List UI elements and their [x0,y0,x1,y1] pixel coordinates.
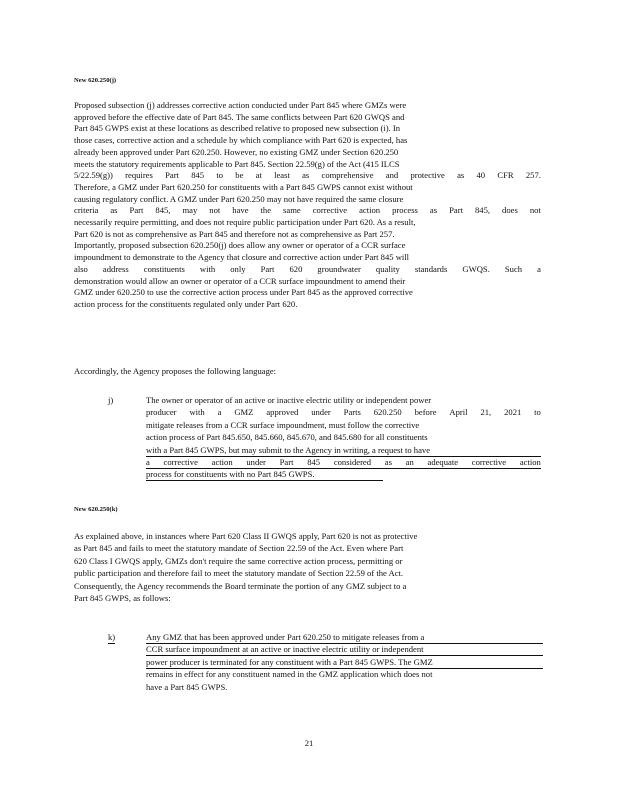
text-line: Any GMZ that has been approved under Part 620.250 to mitigate releases from a [146,632,543,644]
section-heading-k: New 620.250(k) [74,506,118,513]
word: producer [146,407,177,418]
text-line: meets the statutory requirements applicable to Part 845. Section 22.59(g) of the Act (415 ILCS [74,158,400,169]
word: protective [410,170,445,181]
word: does [502,205,518,216]
word: CFR [497,170,514,181]
word: the [260,205,272,216]
word: quality [375,263,400,274]
word: at [255,170,262,181]
word: and [385,170,399,181]
text-line: Therefore, a GMZ under Part 620.250 for constituents with a Part 845 GWPS cannot exist without [74,181,413,192]
text-line: have a Part 845 GWPS. [146,681,228,692]
text-line [146,457,541,469]
paragraph-2: Accordingly, the Agency proposes the following language: [74,366,277,376]
text-line: Proposed subsection (j) addresses corrective action conducted under Part 845 where GMZs were [74,100,407,110]
word: address [102,263,129,274]
text-line: mitigate releases from a CCR surface impoundment, must follow the corrective [146,419,420,430]
word: process [392,205,418,216]
word: under [311,407,331,418]
text-line: action process for the constituents regulated only under Part 620. [74,298,298,309]
word: GWQS. [462,263,490,274]
word: an [405,457,414,467]
text-line: already been approved under Part 620.250. However, no existing GMZ under Section 620.250 [74,146,399,157]
word: action [359,205,381,216]
text-line: causing regulatory conflict. A GMZ under Part 620.250 may not have required the same closure [74,193,404,204]
word: 257. [525,170,541,181]
text-line: those cases, corrective action and a schedule by which compliance with Part 620 is expected, has [74,135,408,146]
word: Part [449,205,463,216]
text-line: approved before the effective date of Part 845. The same conflicts between Part 620 GWQS and [74,111,405,122]
word: have [232,205,249,216]
text-line [74,264,541,275]
word: adequate [427,457,459,467]
word: to [216,170,224,181]
word: Part [279,457,294,467]
word: 40 [476,170,486,181]
text-line: 620 Class I GWQS apply, GMZs don't require the same corrective action process, permitting or [74,555,403,566]
word: not [529,205,541,216]
word: comprehensive [321,170,374,181]
word: Part [165,170,179,181]
word: Part [260,263,275,274]
word: constituents [143,263,185,274]
word: as [457,170,465,181]
word: considered [333,457,372,467]
text-line [74,205,541,216]
word: only [230,263,246,274]
item-k-label: k) [108,632,116,642]
word: Such [504,263,523,274]
word: 845 [307,457,321,467]
word: action [211,457,233,467]
item-j-label: j) [108,395,114,405]
word: least [274,170,290,181]
text-line: As explained above, in instances where Part 620 Class II GWQS apply, Part 620 is not as protective [74,531,418,541]
word: a [217,407,222,418]
word: also [74,263,88,274]
section-heading-j: New 620.250(j) [74,77,117,84]
text-line: public participation and therefore fail to meet the statutory mandate of Section 22.59 of the Act. [74,568,404,579]
word: corrective [312,205,348,216]
word: a [146,457,150,467]
text-line: demonstration would allow an owner or operator of a CCR surface impoundment to amend their [74,275,406,286]
word: groundwater [317,263,361,274]
word: corrective [471,457,507,467]
word: 845 [191,170,205,181]
word: 620 [289,263,303,274]
word: as [384,457,392,467]
text-line: CCR surface impoundment at an active or inactive electric utility or independent [146,644,543,656]
text-line: The owner or operator of an active or inactive electric utility or independent power [146,395,432,405]
text-line: necessarily require permitting, and does not require public participation under Part 620. As a result, [74,217,416,227]
word: under [246,457,266,467]
word: standards [414,263,448,274]
word: 845, [474,205,491,216]
text-line [146,407,541,418]
text-line: Part 620 is not as comprehensive as Part 845 and therefore not as comprehensive as Part 257. [74,228,395,239]
text-line: power producer is terminated for any constituent with a Part 845 GWPS. The GMZ [146,657,543,669]
text-line: GMZ under 620.250 to use the corrective action process under Part 845 as the approved corrective [74,287,413,298]
word: Part [129,205,144,216]
word: criteria [74,205,99,216]
text-line: impoundment to demonstrate to the Agency that closure and corrective action under Part 845 will [74,252,410,263]
word: requires [125,170,153,181]
word: with [189,407,205,418]
word: same [283,205,301,216]
page-number: 21 [304,738,314,748]
word: a [537,263,541,274]
word: 2021 [504,407,522,418]
word: 620.250 [373,407,402,418]
word: April [449,407,468,418]
word: GMZ [234,407,254,418]
text-line: Consequently, the Agency recommends the Board terminate the portion of any GMZ subject to a [74,580,407,591]
text-line: process for constituents with no Part 845 GWPS. [146,469,383,481]
word: may [182,205,198,216]
text-line: action process of Part 845.650, 845.660, 845.670, and 845.680 for all constituents [146,432,428,443]
word: before [414,407,437,418]
word: not [209,205,221,216]
word: as [302,170,310,181]
word: to [534,407,541,418]
text-line: Importantly, proposed subsection 620.250(j) does allow any owner or operator of a CCR surface [74,240,406,251]
word: as [110,205,118,216]
text-line: as Part 845 and fails to meet the statutory mandate of Section 22.59 of the Act. Even where Part [74,543,404,554]
text-line: Part 845 GWPS, as follows: [74,593,171,603]
word: 21, [480,407,492,418]
text-line: Part 845 GWPS exist at these locations as described relative to proposed new subsection (i). In [74,123,401,134]
text-line: with a Part 845 GWPS, but may submit to the Agency in writing, a request to have [146,445,541,457]
word: with [199,263,216,274]
word: action [519,457,541,467]
word: 5/22.59(g)) [74,170,113,181]
word: 845, [155,205,171,216]
text-line: remains in effect for any constituent named in the GMZ application which does not [146,669,433,680]
word: as [429,205,438,216]
word: be [235,170,244,181]
text-line [74,170,541,181]
word: Parts [343,407,361,418]
word: approved [266,407,299,418]
word: corrective [163,457,198,467]
